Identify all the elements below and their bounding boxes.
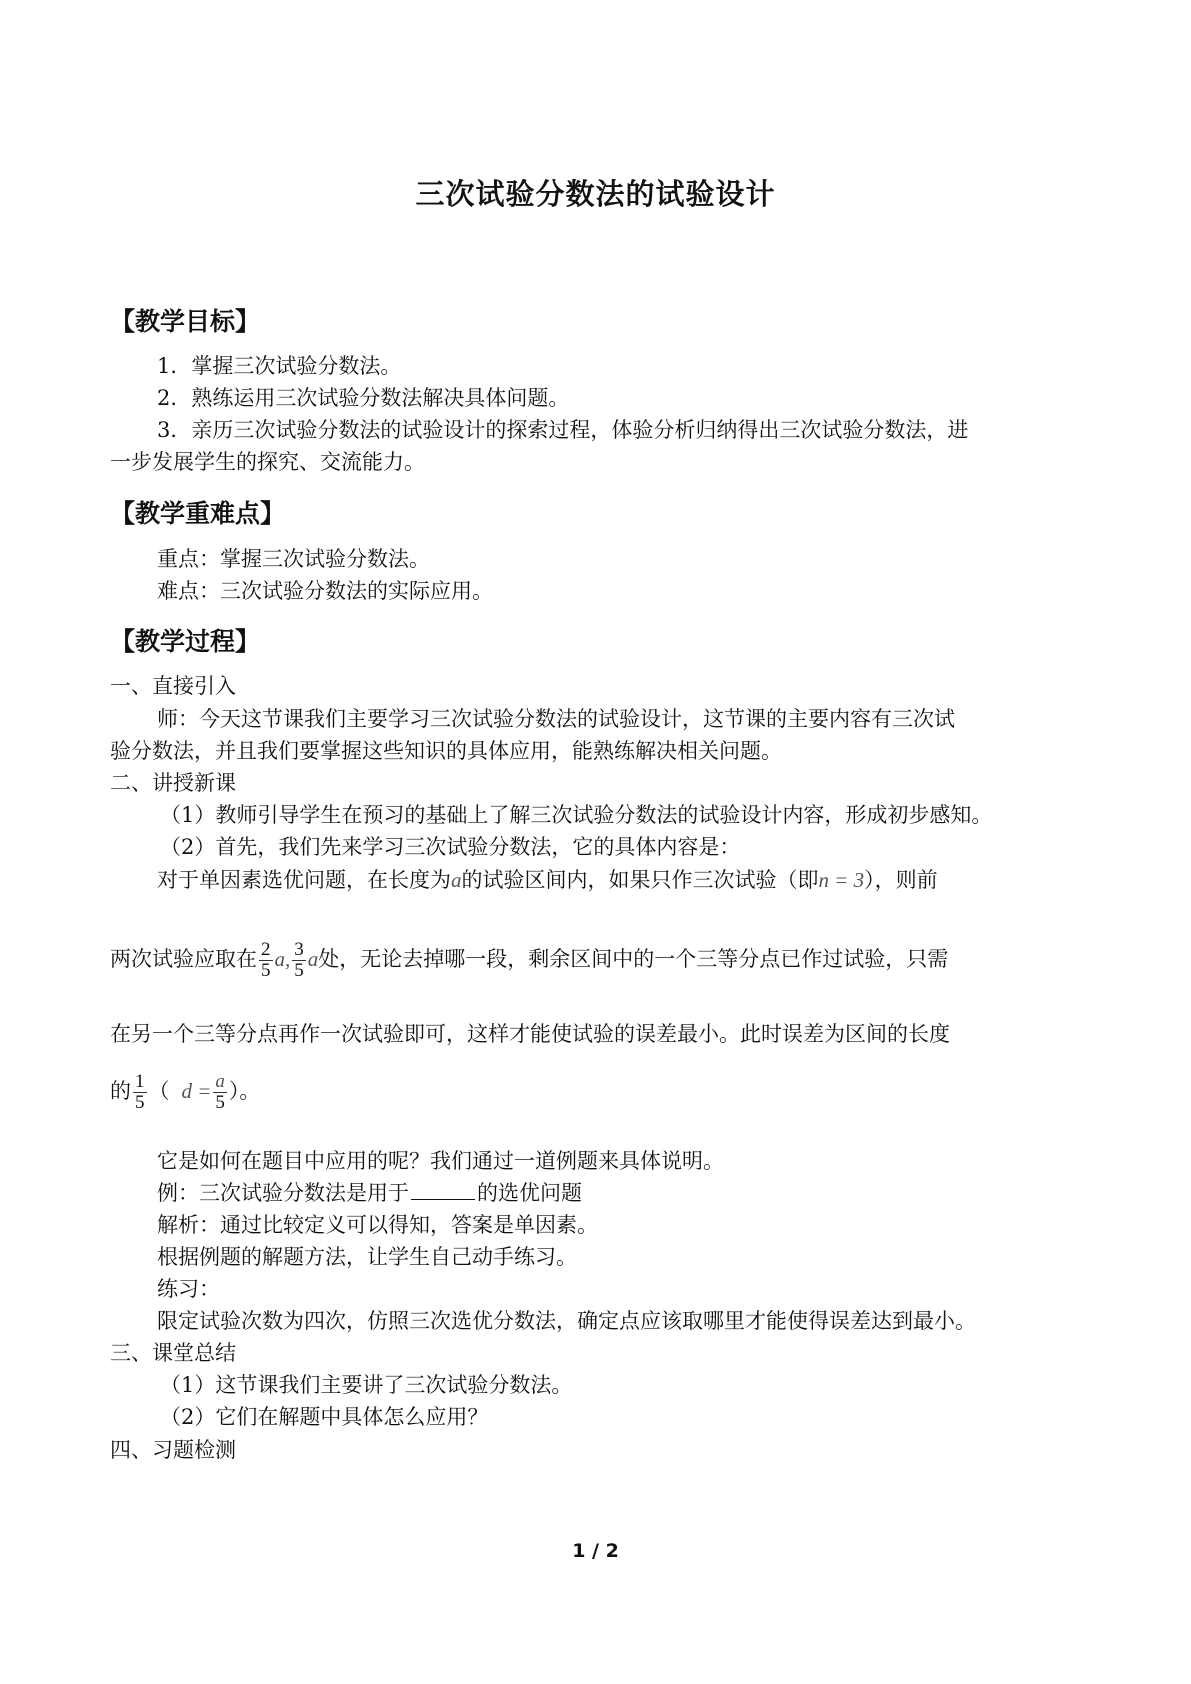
p6-text-a: 的 xyxy=(110,1079,131,1103)
fraction-three-fifths: $\frac{3}{5}$ xyxy=(294,939,304,981)
keypoint-key: 重点：掌握三次试验分数法。 xyxy=(157,547,430,571)
equation-n3: n = 3 xyxy=(818,868,865,892)
keypoint-difficulty: 难点：三次试验分数法的实际应用。 xyxy=(157,579,493,603)
objective-2: 2．熟练运用三次试验分数法解决具体问题。 xyxy=(157,386,570,410)
practice-intro: 根据例题的解题方法，让学生自己动手练习。 xyxy=(157,1245,577,1269)
separator: , xyxy=(285,947,291,971)
objective-3: 3．亲历三次试验分数法的试验设计的探索过程，体验分析归纳得出三次试验分数法，进 xyxy=(157,418,969,442)
fraction-one-fifth: $\frac{1}{5}$ xyxy=(135,1071,145,1113)
frac1-var: a xyxy=(274,947,285,971)
keypoints-heading: 【教学重难点】 xyxy=(110,499,286,528)
var-a: a xyxy=(451,868,462,892)
p3-text-c: ），则前 xyxy=(864,868,938,892)
objective-3-cont: 一步发展学生的探究、交流能力。 xyxy=(110,450,425,474)
part2-q1: 它是如何在题目中应用的呢？我们通过一道例题来具体说明。 xyxy=(157,1149,724,1173)
part1-title: 一、直接引入 xyxy=(110,674,236,698)
paren-open: （ xyxy=(148,1079,170,1103)
objectives-heading: 【教学目标】 xyxy=(110,307,261,336)
part3-title: 三、课堂总结 xyxy=(110,1341,236,1365)
summary-2: （2）它们在解题中具体怎么应用？ xyxy=(160,1405,489,1429)
analysis-line: 解析：通过比较定义可以得知，答案是单因素。 xyxy=(157,1213,598,1237)
frac2-var: a xyxy=(307,947,319,971)
process-heading: 【教学过程】 xyxy=(110,627,261,656)
part1-line2: 验分数法，并且我们要掌握这些知识的具体应用，能熟练解决相关问题。 xyxy=(110,739,782,763)
page-title: 三次试验分数法的试验设计 xyxy=(415,177,776,211)
practice-text: 限定试验次数为四次，仿照三次选优分数法，确定点应该取哪里才能使得误差达到最小。 xyxy=(157,1309,976,1333)
part2-p2: （2）首先，我们先来学习三次试验分数法，它的具体内容是： xyxy=(160,835,741,859)
paren-close: ）。 xyxy=(228,1079,261,1103)
answer-blank xyxy=(411,1179,475,1200)
fraction-two-fifths: $\frac{2}{5}$ xyxy=(261,939,271,981)
part2-p6 xyxy=(110,1060,260,1122)
practice-label: 练习： xyxy=(157,1277,220,1301)
example-line xyxy=(157,1177,582,1209)
objective-1: 1．掌握三次试验分数法。 xyxy=(157,354,402,378)
part2-p1: （1）教师引导学生在预习的基础上了解三次试验分数法的试验设计内容，形成初步感知。 xyxy=(160,803,993,827)
p4-text-b: 处，无论去掉哪一段，剩余区间中的一个三等分点已作过试验，只需 xyxy=(318,947,949,971)
fraction-a-fifth: $\frac{a}{5}$ xyxy=(215,1071,225,1113)
page-number: 1 / 2 xyxy=(572,1540,619,1562)
part2-p3 xyxy=(157,864,938,896)
example-text-a: 例：三次试验分数法是用于 xyxy=(157,1181,409,1205)
summary-1: （1）这节课我们主要讲了三次试验分数法。 xyxy=(160,1373,573,1397)
part1-line1: 师：今天这节课我们主要学习三次试验分数法的试验设计，这节课的主要内容有三次试 xyxy=(157,707,955,731)
p3-text-a: 对于单因素选优问题，在长度为 xyxy=(157,868,451,892)
d-equals: d = xyxy=(181,1079,212,1103)
example-text-b: 的选优问题 xyxy=(477,1181,582,1205)
part2-title: 二、讲授新课 xyxy=(110,771,236,795)
p4-text-a: 两次试验应取在 xyxy=(110,947,257,971)
part4-title: 四、习题检测 xyxy=(110,1438,236,1462)
part2-p5: 在另一个三等分点再作一次试验即可，这样才能使试验的误差最小。此时误差为区间的长度 xyxy=(110,1022,950,1046)
part2-p4 xyxy=(110,928,948,990)
p3-text-b: 的试验区间内，如果只作三次试验（即 xyxy=(461,868,819,892)
